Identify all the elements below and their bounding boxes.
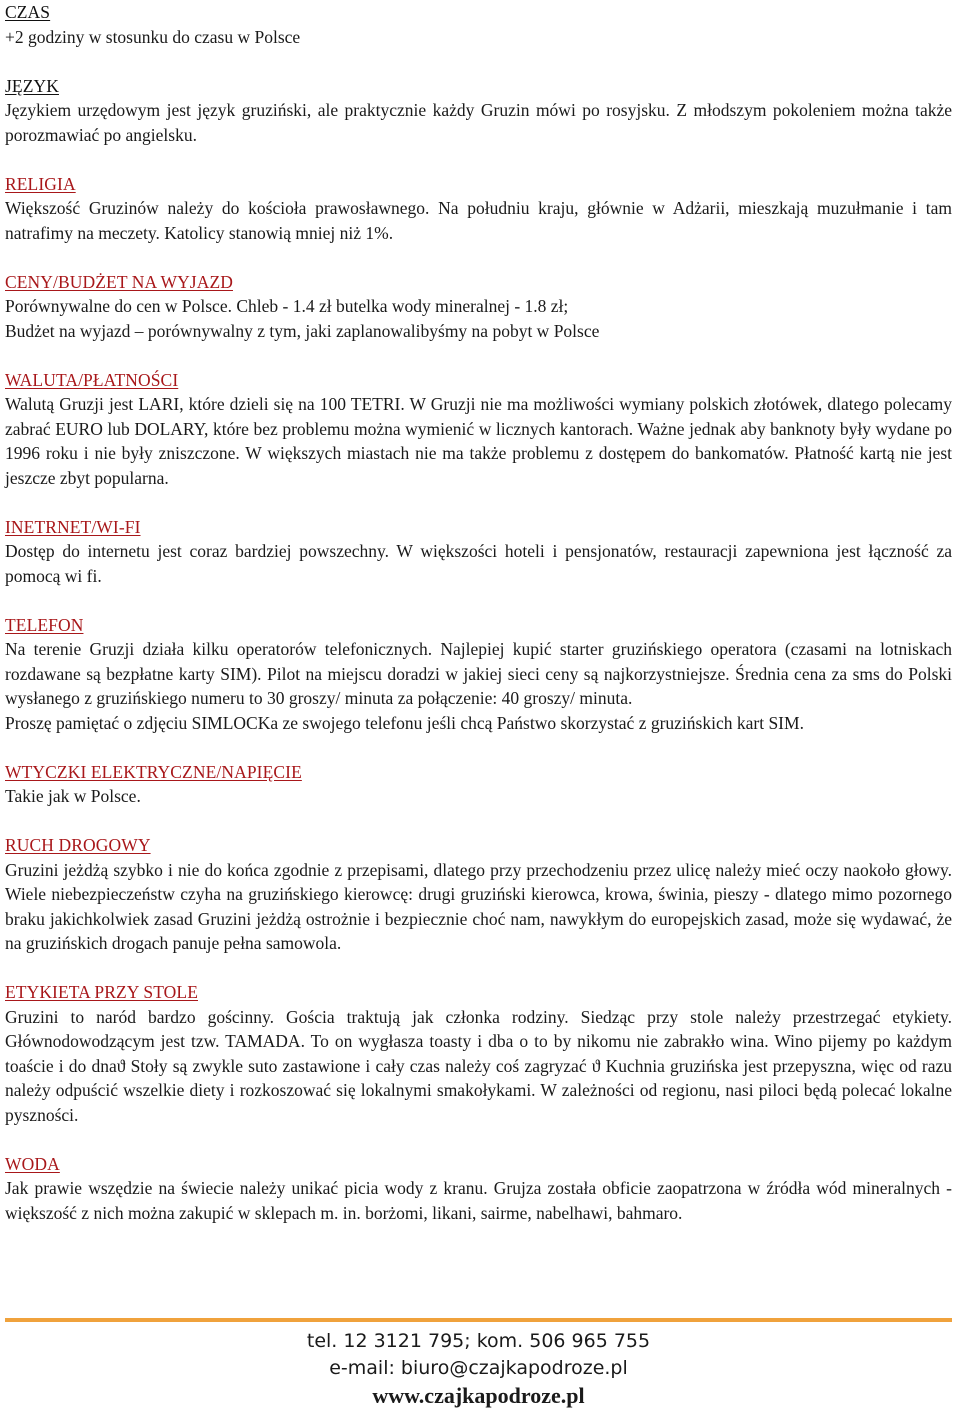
- footer-divider: [5, 1318, 952, 1322]
- section-spacer: [5, 956, 952, 981]
- section: [5, 0, 952, 49]
- document-page: [5, 0, 952, 1225]
- section-heading: CENY/BUDŻET NA WYJAZD: [5, 271, 233, 292]
- section-spacer: [5, 49, 952, 74]
- section-paragraph: Gruzini to naród bardzo gościnny. Gościa traktują jak członka rodziny. Siedząc przy stole należy przestrzegać etykiety. Głównodowodzącym jest tzw. TAMADA. To on wygłasza toasty i dba o to by nikomu nie zabrakło wina. Wino pijemy po każdym toaście i do dnaϑ Stoły są zwykle suto zastawione i cały czas należy coś zagryzać ϑ Kuchnia gruzińska jest przepyszna, więc od razu należy odpuścić wszelkie diety i rozkoszować się lokalnymi smakołykami. W zależności od regionu, nasi piloci będą polecać lokalne pyszności.: [5, 1006, 952, 1125]
- section-heading: CZAS: [5, 2, 51, 22]
- section: [5, 760, 952, 809]
- section-heading: WODA: [5, 1153, 60, 1174]
- section-paragraph: Porównywalne do cen w Polsce. Chleb - 1.4 zł butelka wody mineralnej - 1.8 zł;: [5, 296, 569, 316]
- section-spacer: [5, 490, 952, 515]
- footer-email: e-mail: biuro@czajkapodroze.pl: [329, 1357, 628, 1379]
- section: [5, 515, 952, 589]
- section-paragraph: Walutą Gruzji jest LARI, które dzieli się na 100 TETRI. W Gruzji nie ma możliwości wymiany polskich złotówek, dlatego polecamy zabrać EURO lub DOLARY, które bez problemu można wymienić w licznych kantorach. Ważne jednak aby banknoty były wydane po 1996 roku i nie były zniszczone. W większych miastach nie ma także problemu z dostępem do bankomatów. Płatność kartą nie jest jeszcze zbyt popularna.: [5, 394, 952, 488]
- section-spacer: [5, 588, 952, 613]
- section-heading: JĘZYK: [5, 75, 59, 96]
- section-paragraph: +2 godziny w stosunku do czasu w Polsce: [5, 26, 301, 47]
- section-heading: WTYCZKI ELEKTRYCZNE/NAPIĘCIE: [5, 761, 302, 782]
- section-paragraph: Budżet na wyjazd – porównywalny z tym, jaki zaplanowalibyśmy na pobyt w Polsce: [5, 320, 600, 341]
- footer: [5, 1318, 952, 1410]
- section-paragraph: Jak prawie wszędzie na świecie należy unikać picia wody z kranu. Grujza została obficie zaopatrzona w źródła wód mineralnych - większość z nich można zakupić w sklepach m. in. borżomi, likani, sairme, nabelhawi, bahmaro.: [5, 1178, 952, 1223]
- section-heading: RELIGIA: [5, 173, 76, 194]
- section-spacer: [5, 147, 952, 172]
- footer-phone: tel. 12 3121 795; kom. 506 965 755: [306, 1330, 651, 1352]
- section-paragraph: Proszę pamiętać o zdjęciu SIMLOCKa ze swojego telefonu jeśli chcą Państwo skorzystać z gruzińskich kart SIM.: [5, 712, 804, 733]
- section-paragraph: Językiem urzędowym jest język gruziński, ale praktycznie każdy Gruzin mówi po rosyjsku. Z młodszym pokoleniem można także porozmawiać po angielsku.: [5, 100, 952, 145]
- section: [5, 172, 952, 246]
- section-paragraph: Gruzini jeżdżą szybko i nie do końca zgodnie z przepisami, dlatego przy przechodzeniu przez ulicę należy mieć oczy naokoło głowy. Wiele niebezpieczeństw czyha na gruzińskiego kierowcę: drugi gruziński kierowca, krowa, świnia, pieszy - dlatego mimo pozornego braku jakichkolwiek zasad Gruzini jeżdżą ostrożnie i bezpiecznie choć nam, nawykłym do europejskich zasad, może się wydawać, że na gruzińskich drogach panuje pełna samowola.: [5, 859, 952, 953]
- section: [5, 368, 952, 491]
- section: [5, 833, 952, 956]
- section-spacer: [5, 809, 952, 834]
- section: [5, 1152, 952, 1226]
- section-paragraph: Dostęp do internetu jest coraz bardziej powszechny. W większości hoteli i pensjonatów, restauracji zapewniona jest łączność za pomocą wi fi.: [5, 541, 952, 586]
- section-spacer: [5, 343, 952, 368]
- section-spacer: [5, 735, 952, 760]
- section: [5, 74, 952, 148]
- section-heading: WALUTA/PŁATNOŚCI: [5, 369, 179, 390]
- section: [5, 270, 952, 344]
- footer-website: www.czajkapodroze.pl: [372, 1383, 585, 1408]
- section-spacer: [5, 1127, 952, 1152]
- section: [5, 613, 952, 736]
- section-paragraph: Na terenie Gruzji działa kilku operatorów telefonicznych. Najlepiej kupić starter gruzińskiego operatora (czasami na lotniskach rozdawane są bezpłatne karty SIM). Pilot na miejscu doradzi w jakiej sieci ceny są najkorzystniejsze. Średnia cena za sms do Polski wysłanego z gruzińskiego numeru to 30 groszy/ minuta za połączenie: 40 groszy/ minuta.: [5, 639, 952, 708]
- section-heading: INETRNET/WI-FI: [5, 516, 141, 537]
- section-heading: RUCH DROGOWY: [5, 835, 151, 855]
- section-paragraph: Większość Gruzinów należy do kościoła prawosławnego. Na południu kraju, głównie w Adżarii, mieszkają muzułmanie i tam natrafimy na meczety. Katolicy stanowią mniej niż 1%.: [5, 198, 952, 243]
- section-paragraph: Takie jak w Polsce.: [5, 786, 141, 806]
- section-spacer: [5, 245, 952, 270]
- section-heading: ETYKIETA PRZY STOLE: [5, 982, 198, 1002]
- section-heading: TELEFON: [5, 614, 84, 635]
- section: [5, 980, 952, 1127]
